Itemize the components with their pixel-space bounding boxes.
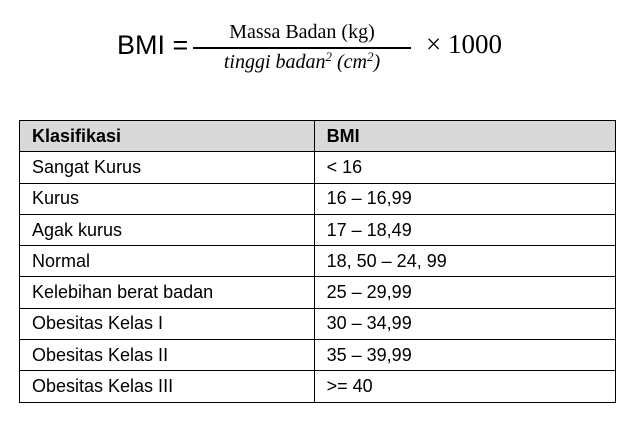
formula-lhs: BMI = [117, 30, 189, 60]
formula-denominator [193, 50, 411, 74]
cell-bmi: < 16 [314, 152, 615, 183]
cell-klasifikasi: Obesitas Kelas III [20, 371, 315, 402]
cell-klasifikasi: Agak kurus [20, 214, 315, 245]
cell-bmi: 16 – 16,99 [314, 183, 615, 214]
denominator-power: 2 [325, 49, 332, 64]
cell-klasifikasi: Kurus [20, 183, 315, 214]
table-row [20, 183, 616, 214]
table-row [20, 214, 616, 245]
table-row [20, 277, 616, 308]
formula-numerator: Massa Badan (kg) [229, 21, 375, 43]
header-klasifikasi: Klasifikasi [20, 121, 315, 152]
cell-bmi: 35 – 39,99 [314, 340, 615, 371]
table-row [20, 308, 616, 339]
cell-bmi: 17 – 18,49 [314, 214, 615, 245]
cell-bmi: >= 40 [314, 371, 615, 402]
cell-klasifikasi: Normal [20, 246, 315, 277]
header-bmi: BMI [314, 121, 615, 152]
denominator-unit-open: (cm [332, 51, 367, 73]
cell-klasifikasi: Obesitas Kelas I [20, 308, 315, 339]
table-header-row [20, 121, 616, 152]
denominator-unit-power: 2 [366, 49, 374, 64]
cell-bmi: 18, 50 – 24, 99 [314, 246, 615, 277]
bmi-classification-table [19, 120, 616, 403]
fraction-bar [193, 47, 411, 49]
table-row [20, 371, 616, 402]
formula-fraction [193, 20, 411, 80]
cell-klasifikasi: Obesitas Kelas II [20, 340, 315, 371]
formula-rhs: × 1000 [426, 29, 502, 59]
denominator-base: tinggi badan [223, 51, 326, 73]
denominator-unit-close: ) [373, 51, 381, 73]
table-row [20, 152, 616, 183]
cell-bmi: 25 – 29,99 [314, 277, 615, 308]
cell-klasifikasi: Kelebihan berat badan [20, 277, 315, 308]
table-row [20, 246, 616, 277]
table-row [20, 340, 616, 371]
cell-klasifikasi: Sangat Kurus [20, 152, 315, 183]
cell-bmi: 30 – 34,99 [314, 308, 615, 339]
bmi-formula [0, 20, 644, 80]
